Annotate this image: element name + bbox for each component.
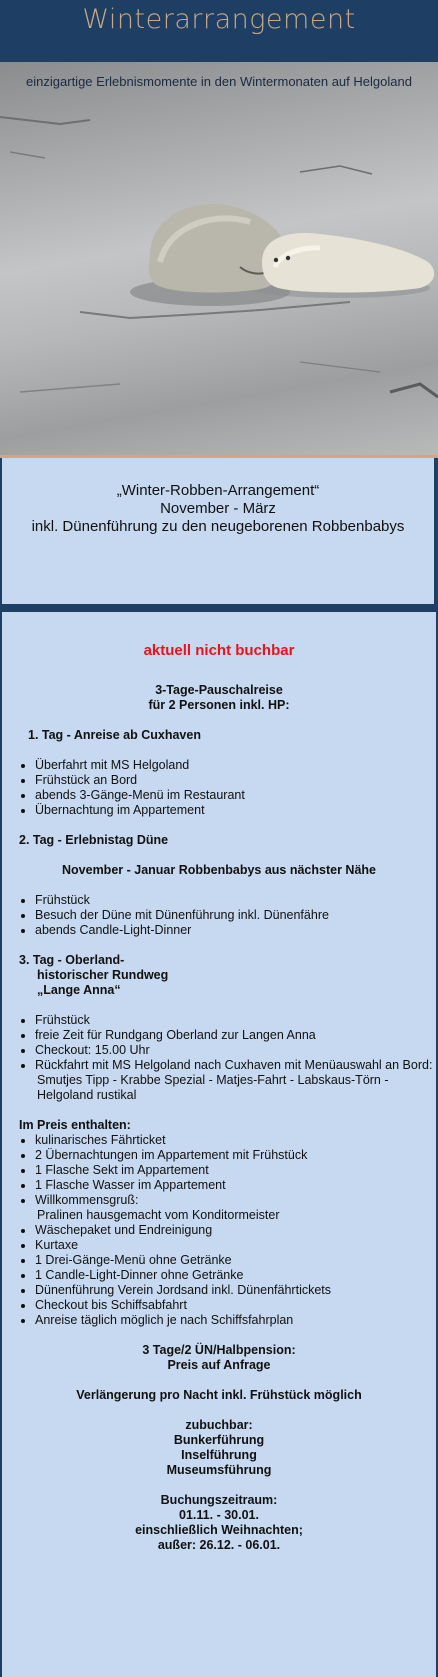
list-item: • abends 3-Gänge-Menü im Restaurant — [35, 788, 436, 803]
offer-period: November - März — [160, 500, 276, 517]
day2-list — [2, 893, 436, 938]
divider — [0, 604, 438, 612]
page-title: Winterarrangement — [82, 4, 356, 35]
extension-note: Verlängerung pro Nacht inkl. Frühstück möglich — [76, 1388, 362, 1402]
day3-subtitle: historischer Rundweg — [37, 968, 169, 982]
list-item: • Dünenführung Verein Jordsand inkl. Dünenfährtickets — [35, 1283, 436, 1298]
list-item: • Checkout: 15.00 Uhr — [35, 1043, 436, 1058]
list-item: • Frühstück an Bord — [35, 773, 436, 788]
offer-name: „Winter-Robben-Arrangement“ — [116, 482, 320, 499]
day3-title: 3. Tag - Oberland- — [19, 953, 125, 967]
offer-box — [2, 458, 434, 607]
included-list — [2, 1133, 436, 1208]
price-title: 3 Tage/2 ÜN/Halbpension: — [142, 1343, 296, 1357]
offer-subtitle: inkl. Dünenführung zu den neugeborenen Robbenbabys — [31, 518, 405, 535]
seal-illustration — [0, 62, 438, 457]
list-item: • 1 Drei-Gänge-Menü ohne Getränke — [35, 1253, 436, 1268]
list-item: • Checkout bis Schiffsabfahrt — [35, 1298, 436, 1313]
page-header — [0, 0, 438, 62]
included-title: Im Preis enthalten: — [19, 1118, 131, 1132]
addon-item: Bunkerführung — [173, 1433, 265, 1447]
day2-subtitle: November - Januar Robbenbabys aus nächster Nähe — [62, 863, 376, 877]
booking-exception: außer: 26.12. - 06.01. — [157, 1538, 281, 1552]
list-item: • kulinarisches Fährticket — [35, 1133, 436, 1148]
list-item: • Anreise täglich möglich je nach Schiffsfahrplan — [35, 1313, 436, 1328]
status-notice: aktuell nicht buchbar — [143, 642, 295, 659]
addon-title: zubuchbar: — [185, 1418, 253, 1432]
list-item: • Frühstück — [35, 893, 436, 908]
list-item: • Frühstück — [35, 1013, 436, 1028]
list-item: • Kurtaxe — [35, 1238, 436, 1253]
list-item: • Willkommensgruß: — [35, 1193, 436, 1208]
welcome-gift: Pralinen hausgemacht vom Konditormeister — [37, 1208, 280, 1222]
addon-item: Inselführung — [181, 1448, 257, 1462]
package-subtitle: für 2 Personen inkl. HP: — [148, 698, 290, 712]
list-item: • 1 Candle-Light-Dinner ohne Getränke — [35, 1268, 436, 1283]
included-list — [2, 1223, 436, 1328]
tagline: einzigartige Erlebnismomente in den Wintermonaten auf Helgoland — [26, 74, 412, 89]
seal-photo — [0, 62, 438, 457]
package-title: 3-Tage-Pauschalreise — [155, 683, 283, 697]
list-item: • Wäschepaket und Endreinigung — [35, 1223, 436, 1238]
list-item: • 2 Übernachtungen im Appartement mit Frühstück — [35, 1148, 436, 1163]
booking-note: einschließlich Weihnachten; — [135, 1523, 303, 1537]
details-box — [2, 612, 436, 1677]
list-item: • 1 Flasche Wasser im Appartement — [35, 1178, 436, 1193]
list-item: • freie Zeit für Rundgang Oberland zur Langen Anna — [35, 1028, 436, 1043]
menu-options: Smutjes Tipp - Krabbe Spezial - Matjes-Fahrt - Labskaus-Törn - — [37, 1073, 389, 1087]
booking-period: 01.11. - 30.01. — [179, 1508, 259, 1522]
day3-list — [2, 1013, 436, 1073]
day3-subtitle: „Lange Anna“ — [37, 983, 121, 997]
list-item: • Übernachtung im Appartement — [35, 803, 436, 818]
booking-title: Buchungszeitraum: — [160, 1493, 278, 1507]
list-item: • Überfahrt mit MS Helgoland — [35, 758, 436, 773]
list-item: • Rückfahrt mit MS Helgoland nach Cuxhaven mit Menüauswahl an Bord: — [35, 1058, 436, 1073]
day2-title: 2. Tag - Erlebnistag Düne — [19, 833, 169, 847]
day1-title: 1. Tag - Anreise ab Cuxhaven — [28, 728, 201, 742]
list-item: • abends Candle-Light-Dinner — [35, 923, 436, 938]
addon-item: Museumsführung — [166, 1463, 272, 1477]
menu-options: Helgoland rustikal — [37, 1088, 137, 1102]
list-item: • 1 Flasche Sekt im Appartement — [35, 1163, 436, 1178]
day1-list — [2, 758, 436, 818]
list-item: • Besuch der Düne mit Dünenführung inkl. Dünenfähre — [35, 908, 436, 923]
price-value: Preis auf Anfrage — [167, 1358, 271, 1372]
